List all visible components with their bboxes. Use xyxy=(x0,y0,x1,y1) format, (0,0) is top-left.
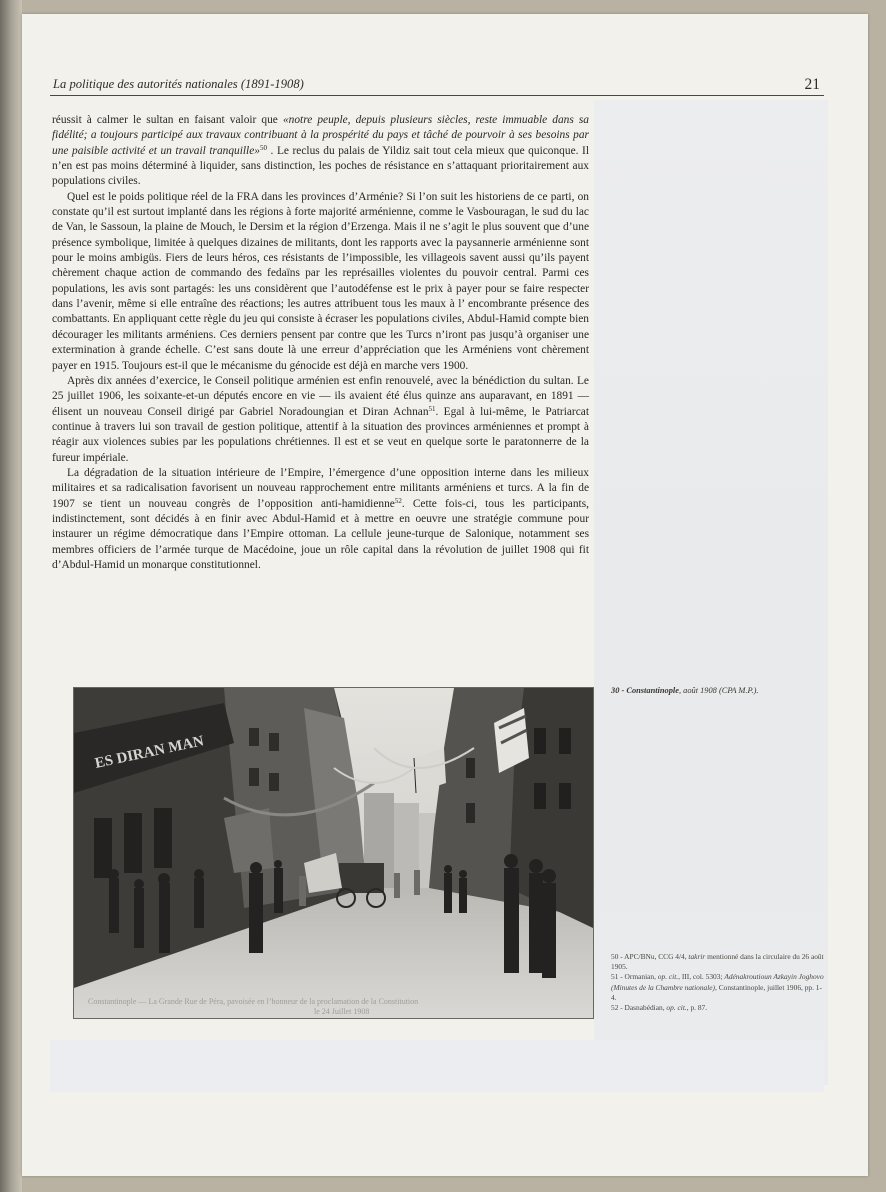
body-text xyxy=(52,113,589,573)
figure-caption-rest: , août 1908 (CPA M.P.). xyxy=(678,686,759,695)
photo-caption-line-2: le 24 Juillet 1908 xyxy=(314,1007,370,1016)
page-number: 21 xyxy=(804,76,820,93)
footnote-ref-52: 52 xyxy=(394,496,402,505)
footnote-52: 52 - Dasnabédian, op. cit., p. 87. xyxy=(611,1003,708,1013)
footnote-50: 50 - APC/BNu, CCG 4/4, takrir mentionné dans la circulaire du 26 août 1905. xyxy=(611,952,824,972)
footnotes xyxy=(611,952,826,1013)
figure-caption-title: Constantinople xyxy=(626,686,679,695)
running-header xyxy=(50,76,824,96)
paragraph-2: Quel est le poids politique réel de la FRA dans les provinces d’Arménie? Si l’on suit les historiens de ce parti, on constate qu’il est surtout implanté dans les régions à forte majorité arménienne, comme le Vasbouragan, le sud du lac de Van, le Sassoun, la plaine de Mouch, le Dersim et la région d’Erzenga. Mais il ne s’agit le plus souvent que d’une présence symbolique, limitée à quelques dizaines de militants, dont les rapports avec la paysannerie arménienne sont pour le moins ambigüs. Fiers de leurs héros, ces résistants de l’impossible, les villageois savent aussi qu’ils payent chèrement chaque action de commando des fedaïns par les représailles violentes du pouvoir central. Parmi ces populations, les avis sont partagés: les uns considèrent que l’autodéfense est le prix à payer pour se faire respecter dans l’avenir, même si elle entraîne des réactions; les autres attribuent tous les maux à l’ encombrante présence des combattants. En appliquant cette règle du jeu qui consiste à écraser les populations civiles, Abdul-Hamid compte bien décourager les militants arméniens. Ces derniers pensent par contre que les Turcs n’iront pas jusqu’à organiser une extermination à grande échelle. C’est sans doute là une erreur d’appréciation que les Arméniens vont chèrement payer en 1915. Toujours est-il que le mécanisme du génocide est déjà en marche vers 1900. xyxy=(52,190,589,372)
photo-caption-line-1: Constantinople — La Grande Rue de Péra, pavoisée en l’honneur de la proclamation de la Constitution xyxy=(88,997,419,1006)
historic-street-photo xyxy=(73,687,594,1019)
figure-caption xyxy=(611,686,826,695)
bleed-through-column xyxy=(594,100,828,1085)
footnote-ref-50: 50 xyxy=(259,143,267,152)
book-binding xyxy=(0,0,22,1192)
paragraph-3: Après dix années d’exercice, le Conseil politique arménien est enfin renouvelé, avec la bénédiction du sultan. Le 25 juillet 1906, les soixante-et-un députés encore en vie — ils avaient été élus quinze ans auparavant, en 1891 — élisent un nouveau Conseil dirigé par Gabriel Noradoungian et Diran Achnan$^{51}$. Egal à lui-même, le Patriarcat continue à travers lui son travail de gestion politique, attentif à la situation des provinces arméniennes et prompt à réagir aux violences subies par les populations chrétiennes. Il est et se veut en quelque sorte le paratonnerre de la fureur impériale. xyxy=(52,374,590,464)
paragraph-1: réussit à calmer le sultan en faisant valoir que «notre peuple, depuis plusieurs siècles, reste immuable dans sa fidélité; a toujours participé aux travaux contribuant à la prospérité du pays et tâché de pourvoir à ses besoins par une paisible activité et un travail tranquille»$^{50}$ . Le reclus du palais de Yildiz sait tout cela mieux que quiconque. Il n’en est pas moins déterminé à liquider, sans distinction, les poches de résistance en s’attaquant prioritairement aux populations civiles. xyxy=(52,114,589,188)
figure-caption-number: 30 - xyxy=(611,686,627,695)
footnote-ref-51: 51 xyxy=(428,404,436,413)
bleed-through-band xyxy=(50,1040,824,1092)
quote: «notre peuple, depuis plusieurs siècles, reste immuable dans sa fidélité; a toujours participé aux travaux contribuant à la prospérité du pays et tâché de pourvoir à ses besoins par une paisible activité et un travail tranquille» xyxy=(52,114,589,157)
shop-sign-text: ES DIRAN MAN xyxy=(93,733,206,772)
running-header-title: La politique des autorités nationales (1891-1908) xyxy=(53,77,304,91)
paragraph-4: La dégradation de la situation intérieure de l’Empire, l’émergence d’une opposition interne dans les milieux militaires et sa radicalisation favorisent un nouveau rapprochement entre militants arméniens et turcs. A la fin de 1907 se tient un nouveau congrès de l’opposition anti-hamidienne$^{52}$. Cette fois-ci, tous les participants, indistinctement, sont décidés à en finir avec Abdul-Hamid et à mettre en oeuvre une stratégie commune pour instaurer un régime démocratique dans l’Empire ottoman. La cellule jeune-turque de Salonique, notamment ses membres officiers de l’armée turque de Macédoine, joue un rôle capital dans la révolution de juillet 1908 qui fit d’Abdul-Hamid un monarque constitutionnel. xyxy=(52,466,589,571)
footnote-51: 51 - Ormanian, op. cit., III, col. 5303; Adénakroutioun Azkayin Joghovo (Minutes de la Chambre nationale), Constantinople, juillet 1906, pp. 1-4. xyxy=(611,972,824,1002)
